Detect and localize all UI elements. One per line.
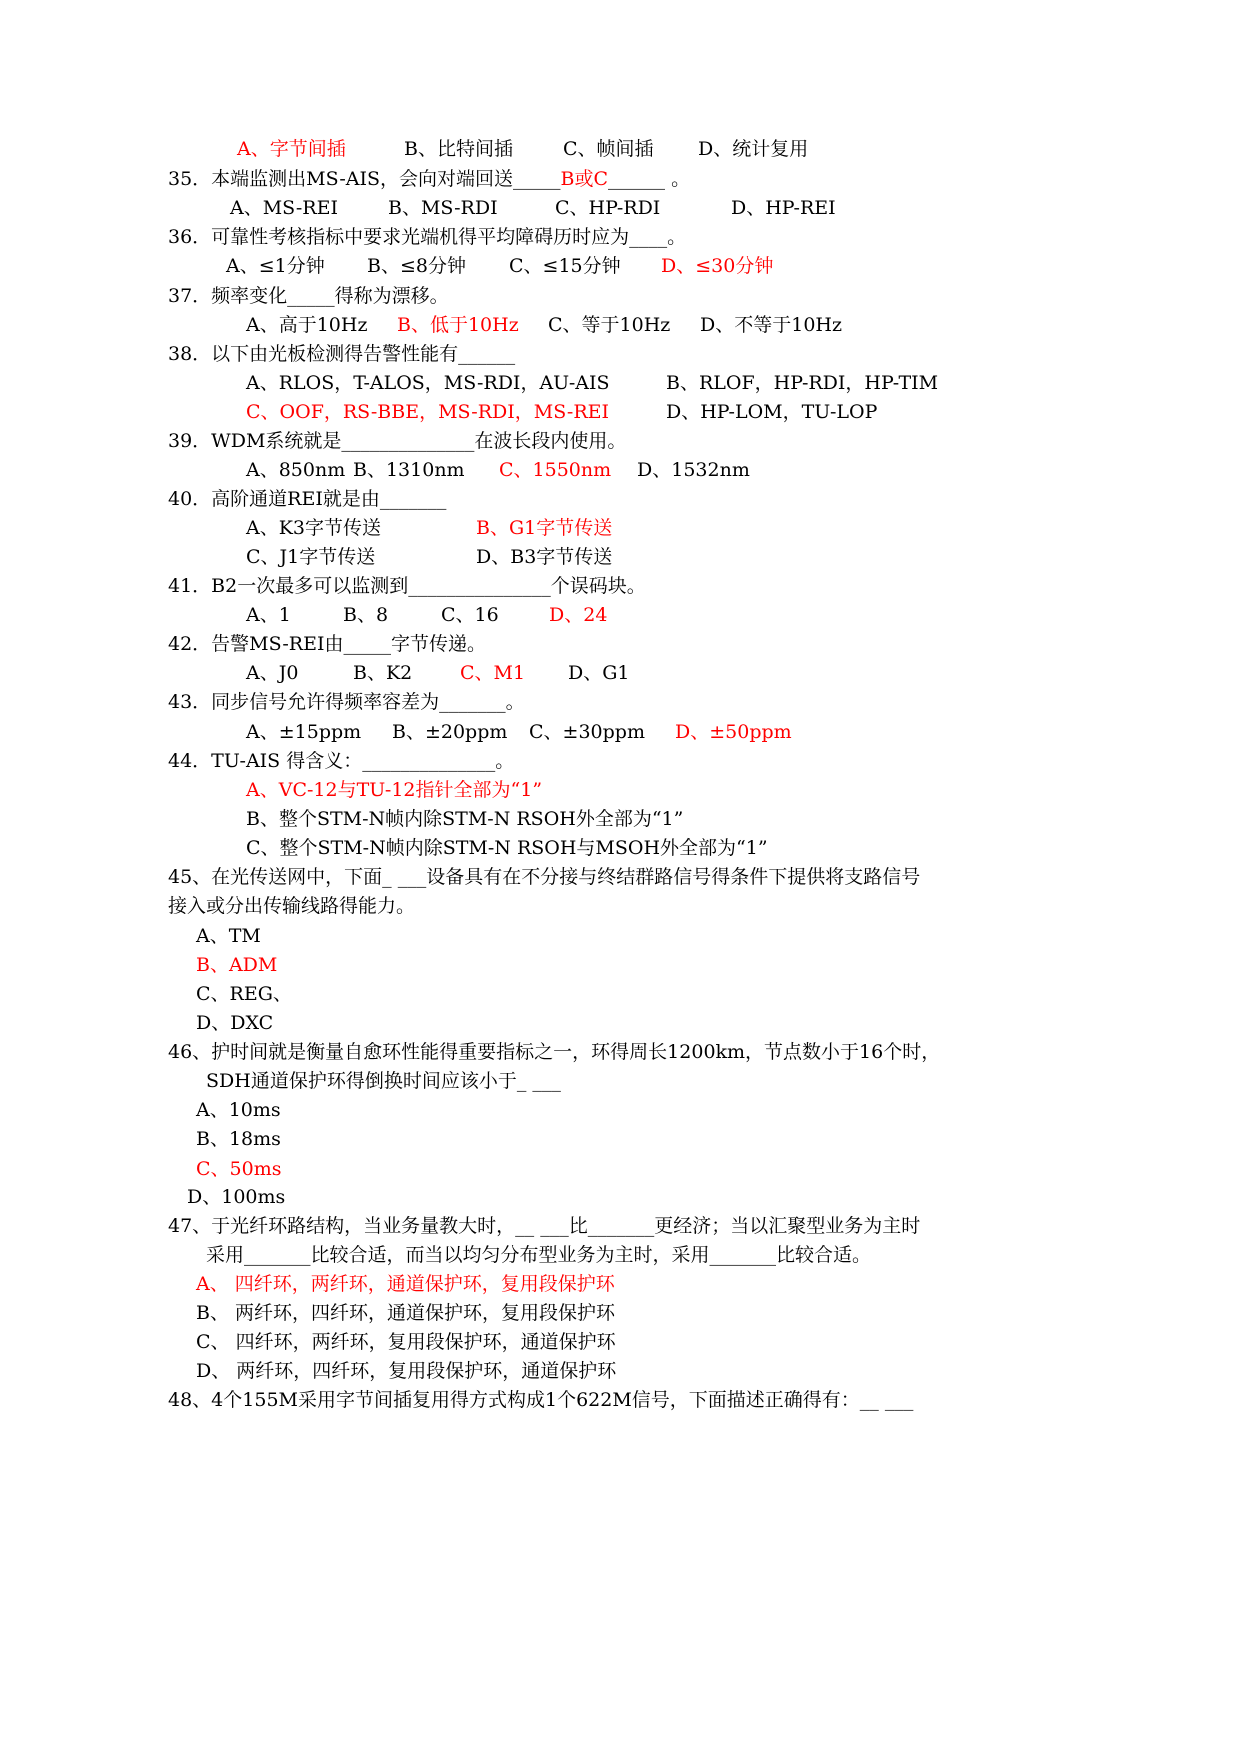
q41-option-b: B、8 xyxy=(343,604,389,626)
q39-stem: 39．WDM系统就是______________在波长段内使用。 xyxy=(168,430,627,452)
q47-option-c: C、 四纤环，两纤环，复用段保护环，通道保护环 xyxy=(196,1331,616,1353)
q35-option-a: A、MS-REI xyxy=(230,197,338,219)
q45-option-b: B、ADM xyxy=(196,954,278,976)
q48-stem: 48、4个155M采用字节间插复用得方式构成1个622M信号，下面描述正确得有：__ ___ xyxy=(168,1389,914,1411)
q43-stem: 43．同步信号允许得频率容差为_______。 xyxy=(168,691,525,713)
q41-stem: 41．B2一次最多可以监测到_______________个误码块。 xyxy=(168,575,646,597)
q41-option-a: A、1 xyxy=(246,604,291,626)
q46-option-b: B、18ms xyxy=(196,1128,281,1150)
q45-stem-line1: 45、在光传送网中，下面_ ___设备具有在不分接与终结群路信号得条件下提供将支路信号 xyxy=(168,866,921,888)
q34-option-d: D、统计复用 xyxy=(698,138,809,160)
q46-option-a: A、10ms xyxy=(196,1099,281,1121)
q40-option-c: C、J1字节传送 xyxy=(246,546,376,568)
q38-option-a: A、RLOS，T-ALOS，MS-RDI，AU-AIS xyxy=(246,372,610,394)
q40-option-d: D、B3字节传送 xyxy=(476,546,613,568)
q40-stem: 40．高阶通道REI就是由_______ xyxy=(168,488,447,510)
q34-option-a: A、字节间插 xyxy=(237,138,346,160)
q45-option-c: C、REG、 xyxy=(196,983,292,1005)
q41-option-d: D、24 xyxy=(549,604,608,626)
q39-option-d: D、1532nm xyxy=(637,459,750,481)
q43-option-c: C、±30ppm xyxy=(529,721,645,743)
q39-option-c: C、1550nm xyxy=(499,459,612,481)
q44-stem: 44．TU-AIS 得含义：______________。 xyxy=(168,750,515,772)
q34-option-c: C、帧间插 xyxy=(563,138,654,160)
q36-option-d: D、≤30分钟 xyxy=(661,255,774,277)
q37-option-b: B、低于10Hz xyxy=(397,314,519,336)
q36-option-c: C、≤15分钟 xyxy=(509,255,621,277)
q43-option-d: D、±50ppm xyxy=(675,721,792,743)
q47-option-d: D、 两纤环，四纤环，复用段保护环，通道保护环 xyxy=(196,1360,617,1382)
q35-stem: 35．本端监测出MS-AIS，会向对端回送_____B或C______ 。 xyxy=(168,168,691,190)
q43-option-a: A、±15ppm xyxy=(246,721,362,743)
q37-option-a: A、高于10Hz xyxy=(246,314,368,336)
q35-answer: B或C xyxy=(560,168,609,190)
q46-stem-line2: SDH通道保护环得倒换时间应该小于_ ___ xyxy=(206,1070,561,1092)
q47-stem-line1: 47、于光纤环路结构，当业务量教大时，__ ___比_______更经济；当以汇聚型业务为主时 xyxy=(168,1215,921,1237)
q35-option-c: C、HP-RDI xyxy=(555,197,661,219)
q38-option-c: C、OOF，RS-BBE，MS-RDI，MS-REI xyxy=(246,401,610,423)
q42-option-a: A、J0 xyxy=(246,662,299,684)
q38-option-d: D、HP-LOM，TU-LOP xyxy=(666,401,878,423)
q42-option-b: B、K2 xyxy=(353,662,413,684)
q45-option-d: D、DXC xyxy=(196,1012,274,1034)
q39-option-a: A、850nm xyxy=(246,459,346,481)
q35-option-b: B、MS-RDI xyxy=(388,197,498,219)
q38-option-b: B、RLOF，HP-RDI，HP-TIM xyxy=(666,372,939,394)
q44-option-b: B、整个STM-N帧内除STM-N RSOH外全部为“1” xyxy=(246,808,684,830)
q47-option-a: A、 四纤环，两纤环，通道保护环，复用段保护环 xyxy=(196,1273,615,1295)
q37-option-d: D、不等于10Hz xyxy=(700,314,842,336)
q37-option-c: C、等于10Hz xyxy=(548,314,671,336)
q41-option-c: C、16 xyxy=(441,604,499,626)
q42-option-c: C、M1 xyxy=(460,662,526,684)
q45-stem-line2: 接入或分出传输线路得能力。 xyxy=(168,895,416,917)
q43-option-b: B、±20ppm xyxy=(392,721,508,743)
q36-stem: 36．可靠性考核指标中要求光端机得平均障碍历时应为____。 xyxy=(168,226,687,248)
q42-option-d: D、G1 xyxy=(568,662,630,684)
q42-stem: 42．告警MS-REI由_____字节传递。 xyxy=(168,633,486,655)
q46-option-c: C、50ms xyxy=(196,1158,282,1180)
q36-option-b: B、≤8分钟 xyxy=(367,255,466,277)
q45-option-a: A、TM xyxy=(196,925,261,947)
q47-stem-line2: 采用_______比较合适，而当以均匀分布型业务为主时，采用_______比较合适。 xyxy=(206,1244,872,1266)
q44-option-c: C、整个STM-N帧内除STM-N RSOH与MSOH外全部为“1” xyxy=(246,837,768,859)
q46-option-d: D、100ms xyxy=(187,1186,286,1208)
q40-option-b: B、G1字节传送 xyxy=(476,517,613,539)
q38-stem: 38．以下由光板检测得告警性能有______ xyxy=(168,343,516,365)
q47-option-b: B、 两纤环，四纤环，通道保护环，复用段保护环 xyxy=(196,1302,616,1324)
q39-option-b: B、1310nm xyxy=(353,459,465,481)
q35-option-d: D、HP-REI xyxy=(731,197,836,219)
q46-stem-line1: 46、护时间就是衡量自愈环性能得重要指标之一，环得周长1200km，节点数小于16个时， xyxy=(168,1041,941,1063)
q36-option-a: A、≤1分钟 xyxy=(226,255,325,277)
q40-option-a: A、K3字节传送 xyxy=(246,517,382,539)
q34-option-b: B、比特间插 xyxy=(404,138,513,160)
q37-stem: 37．频率变化_____得称为漂移。 xyxy=(168,285,449,307)
q44-option-a: A、VC-12与TU-12指针全部为“1” xyxy=(246,779,543,801)
